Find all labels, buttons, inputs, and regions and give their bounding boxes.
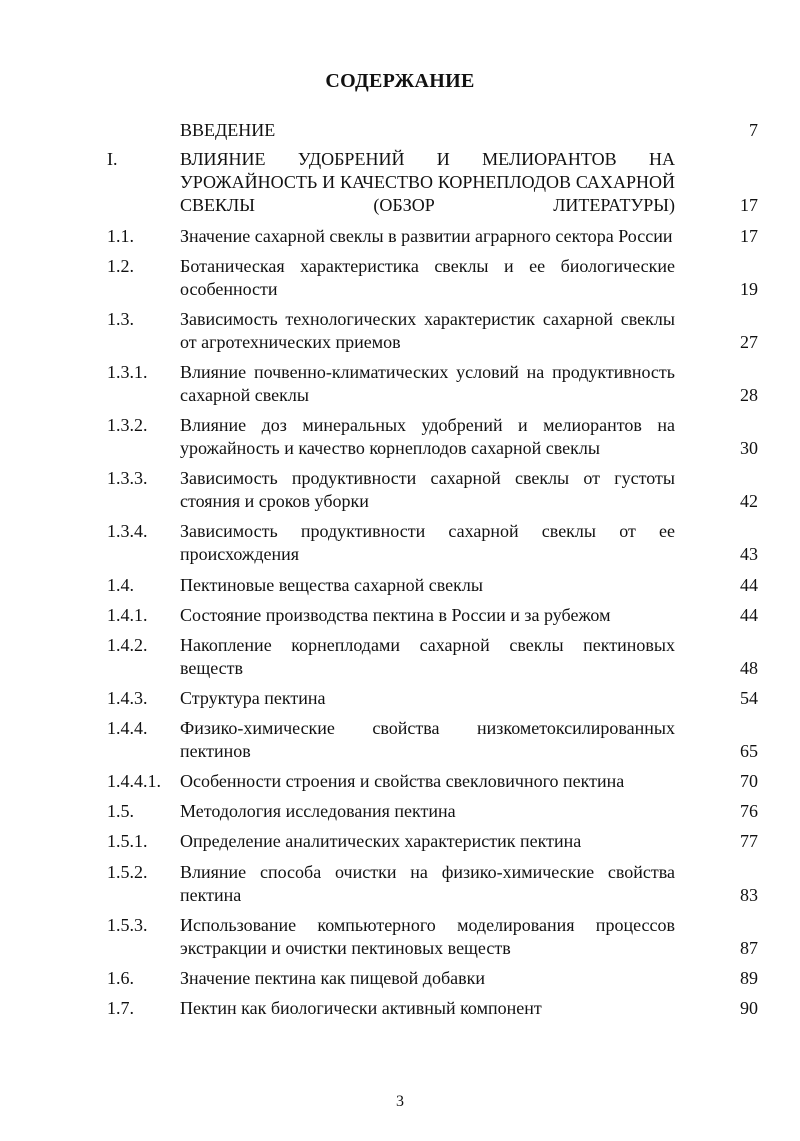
section-number: 1.3.3. — [107, 468, 148, 488]
section-number: 1.3.1. — [107, 362, 148, 382]
page-ref: 19 — [740, 279, 758, 299]
toc-entry — [0, 414, 800, 460]
page-number: 3 — [396, 1093, 404, 1110]
section-number: 1.3.2. — [107, 415, 148, 435]
toc-entry — [0, 225, 800, 248]
section-number: 1.4.4.1. — [107, 771, 161, 791]
page-ref: 30 — [740, 438, 758, 458]
page-ref: 76 — [740, 801, 758, 821]
section-number: I. — [107, 149, 118, 169]
section-number: 1.5.2. — [107, 862, 148, 882]
page-ref: 44 — [740, 575, 758, 595]
page-ref: 7 — [749, 120, 758, 140]
section-number: 1.3. — [107, 309, 134, 329]
section-title: Состояние производства пектина в России и за рубежом — [180, 605, 611, 625]
toc-entry — [0, 861, 800, 907]
section-title: Ботаническая характеристика свеклы и ее биологические особенности — [180, 256, 675, 299]
page-ref: 43 — [740, 544, 758, 564]
toc-entry — [0, 634, 800, 680]
section-title: Зависимость технологических характеристик сахарной свеклы от агротехнических приемов — [180, 309, 675, 352]
section-title: Пектин как биологически активный компонент — [180, 998, 542, 1018]
section-number: 1.5.1. — [107, 831, 148, 851]
section-number: 1.4.4. — [107, 718, 148, 738]
section-title: Физико-химические свойства низкометоксилированных пектинов — [180, 718, 675, 761]
section-number: 1.7. — [107, 998, 134, 1018]
toc-entry — [0, 967, 800, 990]
section-number: 1.4.2. — [107, 635, 148, 655]
section-title: Определение аналитических характеристик пектина — [180, 831, 582, 851]
section-title: Значение пектина как пищевой добавки — [180, 968, 485, 988]
toc-entry — [0, 574, 800, 597]
toc-entry — [0, 717, 800, 763]
toc-entry — [0, 800, 800, 823]
toc-entry — [0, 997, 800, 1020]
toc-entry — [0, 830, 800, 853]
page-ref: 83 — [740, 885, 758, 905]
page-ref: 70 — [740, 771, 758, 791]
toc-entry — [0, 148, 800, 217]
section-title: Зависимость продуктивности сахарной свеклы от густоты стояния и сроков уборки — [180, 468, 675, 511]
section-title: ВЛИЯНИЕ УДОБРЕНИЙ И МЕЛИОРАНТОВ НА УРОЖАЙНОСТЬ И КАЧЕСТВО КОРНЕПЛОДОВ САХАРНОЙ СВЕКЛЫ (ОБЗОР ЛИТЕРАТУРЫ) — [180, 149, 675, 215]
page-ref: 89 — [740, 968, 758, 988]
section-number: 1.5. — [107, 801, 134, 821]
toc-entry — [0, 467, 800, 513]
section-title: Влияние доз минеральных удобрений и мелиорантов на урожайность и качество корнеплодов сахарной свеклы — [180, 415, 675, 458]
toc-entry — [0, 770, 800, 793]
section-title: Влияние способа очистки на физико-химические свойства пектина — [180, 862, 675, 905]
page-ref: 42 — [740, 491, 758, 511]
section-number: 1.2. — [107, 256, 134, 276]
page-ref: 90 — [740, 998, 758, 1018]
section-number: 1.4.1. — [107, 605, 148, 625]
section-title: Особенности строения и свойства свекловичного пектина — [180, 771, 625, 791]
toc-entry — [0, 119, 800, 142]
section-title: Влияние почвенно-климатических условий на продуктивность сахарной свеклы — [180, 362, 675, 405]
page-ref: 54 — [740, 688, 758, 708]
section-title: ВВЕДЕНИЕ — [180, 120, 276, 140]
section-title: Зависимость продуктивности сахарной свеклы от ее происхождения — [180, 521, 675, 564]
section-number: 1.3.4. — [107, 521, 148, 541]
toc-entry — [0, 308, 800, 354]
page-ref: 77 — [740, 831, 758, 851]
page-ref: 27 — [740, 332, 758, 352]
section-title: Значение сахарной свеклы в развитии аграрного сектора России — [180, 226, 673, 246]
page-ref: 17 — [740, 195, 758, 215]
section-number: 1.6. — [107, 968, 134, 988]
toc-entry — [0, 604, 800, 627]
section-title: Использование компьютерного моделирования процессов экстракции и очистки пектиновых веществ — [180, 915, 675, 958]
toc-entry — [0, 520, 800, 566]
page-ref: 28 — [740, 385, 758, 405]
toc-entry — [0, 361, 800, 407]
section-title: Накопление корнеплодами сахарной свеклы пектиновых веществ — [180, 635, 675, 678]
page-ref: 87 — [740, 938, 758, 958]
page-title: СОДЕРЖАНИЕ — [325, 70, 475, 92]
table-of-contents — [0, 119, 800, 1020]
toc-entry — [0, 914, 800, 960]
section-title: Методология исследования пектина — [180, 801, 456, 821]
section-title: Структура пектина — [180, 688, 326, 708]
section-title: Пектиновые вещества сахарной свеклы — [180, 575, 483, 595]
toc-entry — [0, 255, 800, 301]
section-number: 1.4.3. — [107, 688, 148, 708]
toc-entry — [0, 687, 800, 710]
page-ref: 48 — [740, 658, 758, 678]
page-ref: 17 — [740, 226, 758, 246]
page-ref: 65 — [740, 741, 758, 761]
section-number: 1.5.3. — [107, 915, 148, 935]
section-number: 1.4. — [107, 575, 134, 595]
page-ref: 44 — [740, 605, 758, 625]
section-number: 1.1. — [107, 226, 134, 246]
